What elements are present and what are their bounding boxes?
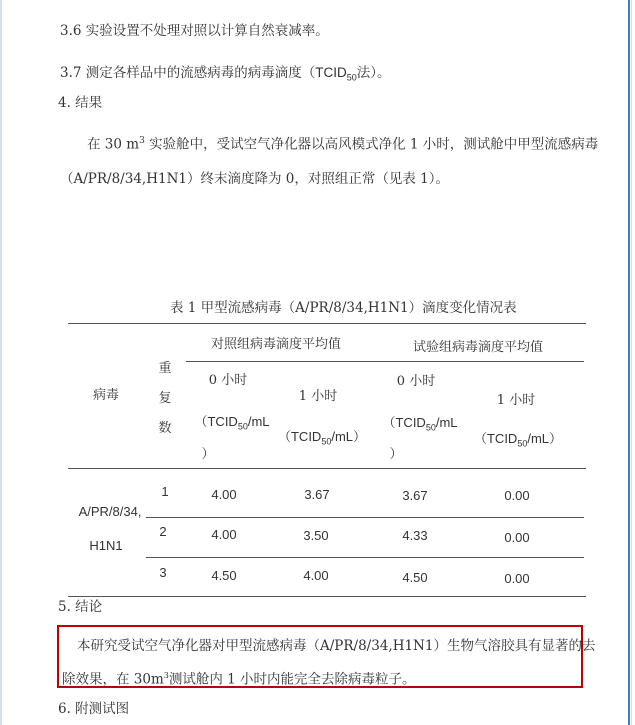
header-control-0h-paren: ） bbox=[201, 447, 215, 462]
header-test-group: 试验组病毒滴度平均值 bbox=[412, 340, 544, 355]
header-control-1h-unit: $(TCID_{50}/mL)$ bbox=[277, 429, 367, 447]
header-test-1h: 1 小时 bbox=[496, 393, 536, 408]
row-2-control-1h: 3.50 bbox=[303, 528, 329, 543]
header-repeat-3: 数 bbox=[158, 421, 172, 436]
row-1-test-1h: 0.00 bbox=[504, 488, 530, 503]
header-test-1h-unit: $(TCID_{50}/mL)$ bbox=[473, 431, 563, 449]
row-3-repeat: 3 bbox=[159, 565, 167, 580]
page-right-edge-shadow bbox=[631, 0, 632, 725]
row-3-control-0h: 4.50 bbox=[211, 568, 237, 583]
row-1-control-1h: 3.67 bbox=[304, 487, 330, 502]
header-control-1h: 1 小时 bbox=[298, 389, 338, 404]
section-6-heading: 6. 附测试图 bbox=[58, 701, 130, 717]
header-repeat-1: 重 bbox=[158, 361, 172, 376]
page-left-edge bbox=[0, 0, 2, 725]
table-group-rule bbox=[186, 361, 584, 362]
row-1-repeat: 1 bbox=[161, 484, 169, 499]
row-2-control-0h: 4.00 bbox=[211, 527, 237, 542]
result-line-2: （A/PR/8/34,H1N1）终末滴度降为 0，对照组正常（见表 1）。 bbox=[60, 171, 449, 187]
row-3-test-0h: 4.50 bbox=[402, 570, 428, 585]
row-2-repeat: 2 bbox=[159, 524, 167, 539]
header-control-0h-unit: （$TCID_{50}/mL$ bbox=[194, 414, 270, 432]
section-5-heading: 5. 结论 bbox=[58, 599, 103, 615]
section-4-heading: 4. 结果 bbox=[58, 95, 103, 111]
result-line-1: 在 30 $m^3$ 实验舱中，受试空气净化器以高风模式净化 1 小时，测试舱中甲型流感病毒 bbox=[87, 136, 599, 153]
header-test-0h-paren: ） bbox=[389, 447, 403, 462]
table-caption: 表 1 甲型流感病毒（A/PR/8/34,H1N1）滴度变化情况表 bbox=[170, 300, 517, 316]
row-3-test-1h: 0.00 bbox=[504, 571, 530, 586]
item-3-6: 3.6 实验设置不处理对照以计算自然衰减率。 bbox=[60, 23, 329, 39]
row-2-test-1h: 0.00 bbox=[504, 530, 530, 545]
table-header-rule bbox=[68, 468, 586, 469]
row-1-control-0h: 4.00 bbox=[211, 487, 237, 502]
virus-name-line-2: H1N1 bbox=[89, 538, 123, 553]
item-3-7: 3.7 测定各样品中的流感病毒的病毒滴度（$TCID_{50}$法）。 bbox=[60, 65, 391, 83]
table-row-rule bbox=[146, 517, 584, 518]
header-virus: 病毒 bbox=[92, 388, 120, 403]
table-row-rule bbox=[146, 557, 584, 558]
header-control-0h: 0 小时 bbox=[208, 373, 248, 388]
row-3-control-1h: 4.00 bbox=[303, 568, 329, 583]
table-top-rule bbox=[68, 323, 586, 324]
page-right-edge bbox=[628, 0, 630, 725]
header-repeat-2: 复 bbox=[158, 391, 172, 406]
conclusion-line-2: 除效果，在 $30m^3$测试舱内 1 小时内能完全去除病毒粒子。 bbox=[62, 671, 416, 688]
row-1-test-0h: 3.67 bbox=[402, 488, 428, 503]
virus-name-line-1: A/PR/8/34, bbox=[78, 504, 142, 519]
header-control-group: 对照组病毒滴度平均值 bbox=[210, 337, 342, 352]
conclusion-line-1: 本研究受试空气净化器对甲型流感病毒（A/PR/8/34,H1N1）生物气溶胶具有显著的去 bbox=[77, 638, 596, 654]
header-test-0h: 0 小时 bbox=[396, 374, 436, 389]
header-test-0h-unit: （$TCID_{50}/mL$ bbox=[382, 415, 458, 433]
table-bottom-rule bbox=[68, 596, 586, 597]
row-2-test-0h: 4.33 bbox=[402, 528, 428, 543]
